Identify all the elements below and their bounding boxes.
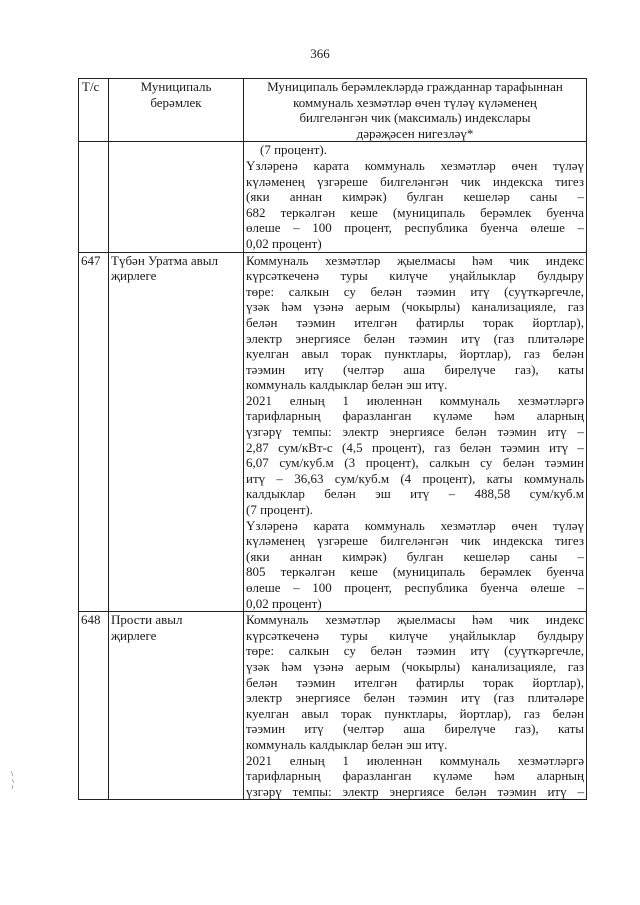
text-line: (7 процент). xyxy=(260,142,327,158)
row-justification-cell xyxy=(244,142,587,252)
row-number-cell xyxy=(79,142,109,252)
text-line: үзәк һәм үзәнә аерым (чокырлы) канализацияле, газ xyxy=(246,658,584,674)
text-line: куелган авыл торак пунктлары, йортлар), газ белән xyxy=(246,705,584,721)
text-line: тәэмин итү (челтәр аша бирелүче газ), каты xyxy=(246,721,584,737)
header-municipality-line: Муниципаль xyxy=(140,79,212,94)
tariff-index-table xyxy=(78,78,587,800)
row-municipality-cell xyxy=(109,612,244,800)
text-line: үзәк һәм үзәнә аерым (чокырлы) канализацияле, газ xyxy=(246,299,584,315)
row-number-cell: 648 xyxy=(79,612,109,800)
municipality-name-line: Түбән Уратма авыл xyxy=(111,252,218,268)
text-line: күрсәткеченә туры килүче уңайлыклар булдыру xyxy=(246,268,584,284)
text-line: 2021 елның 1 июленнән коммуналь хезмәтләргә xyxy=(246,752,584,768)
header-justification-line: коммуналь хезмәтләр өчен түләү күләменең xyxy=(293,94,537,110)
text-line: төре: салкын су белән тәэмин итү (суүткәргечле, xyxy=(246,643,584,659)
text-line: 0,02 процент) xyxy=(246,595,322,611)
text-line: үзгәрү темпы: электр энергиясе белән тәэмин итү – xyxy=(246,424,584,440)
municipality-name-line: җирлеге xyxy=(111,627,157,643)
text-line: электр энергиясе белән тәэмин итү (газ плитәләре xyxy=(246,690,584,706)
text-line: коммуналь калдыклар белән эш итү. xyxy=(246,377,448,393)
text-line: 2,87 сум/кВт-с (4,5 процент), газ белән тәэмин итү – xyxy=(246,439,584,455)
text-line: төре: салкын су белән тәэмин итү (суүткәргечле, xyxy=(246,283,584,299)
margin-mark-icon xyxy=(8,770,18,790)
text-line: 805 теркәлгән кеше (муниципаль берәмлек буенча xyxy=(246,564,584,580)
table-header-row xyxy=(79,79,587,142)
text-line: 6,07 сум/куб.м (3 процент), салкын су белән тәэмин xyxy=(246,455,584,471)
text-line: 682 теркәлгән кеше (муниципаль берәмлек буенча xyxy=(246,204,584,220)
text-line: 2021 елның 1 июленнән коммуналь хезмәтләргә xyxy=(246,392,584,408)
municipality-name-line: Прости авыл xyxy=(111,612,183,628)
text-line: (яки аннан кимрәк) булган кешеләр саны – xyxy=(246,548,584,564)
text-line: үзгәрү темпы: электр энергиясе белән тәэмин итү – xyxy=(246,783,584,799)
row-justification-cell xyxy=(244,252,587,612)
text-line: (7 процент). xyxy=(246,502,313,518)
text-line: 0,02 процент) xyxy=(246,235,322,251)
header-justification-line: билгеләнгән чик (максималь) индекслары xyxy=(299,110,531,126)
page-number: 366 xyxy=(310,46,330,61)
text-line: электр энергиясе белән тәэмин итү (газ плитәләре xyxy=(246,330,584,346)
table-row xyxy=(79,612,587,800)
text-line: калдыклар белән эш итү – 488,58 сум/куб.м xyxy=(246,486,584,502)
text-line: куелган авыл торак пунктлары, йортлар), газ белән xyxy=(246,346,584,362)
text-line: итү – 36,63 сум/куб.м (4 процент), каты коммуналь xyxy=(246,470,584,486)
text-line: күләменең үзгәреше билгеләнгән чик индекска тигез xyxy=(246,173,584,189)
text-line: тарифларның фаразланган күләме һәм аларның xyxy=(246,768,584,784)
text-line: Коммуналь хезмәтләр җыелмасы һәм чик индекс xyxy=(246,252,584,268)
text-line: Коммуналь хезмәтләр җыелмасы һәм чик индекс xyxy=(246,612,584,628)
text-line: тәэмин итү (челтәр аша бирелүче газ), каты xyxy=(246,361,584,377)
row-justification-cell xyxy=(244,612,587,800)
text-line: (яки аннан кимрәк) булган кешеләр саны – xyxy=(246,189,584,205)
header-municipality-line: берәмлек xyxy=(150,94,202,110)
header-justification xyxy=(244,79,587,142)
row-number-cell: 647 xyxy=(79,252,109,612)
table-row xyxy=(79,252,587,612)
header-municipality xyxy=(109,79,244,142)
header-justification-line: дәрәҗәсен нигезләү* xyxy=(356,125,474,141)
text-line: Үзләренә карата коммуналь хезмәтләр өчен түләү xyxy=(246,517,584,533)
text-line: коммуналь калдыклар белән эш итү. xyxy=(246,736,448,752)
text-line: күләменең үзгәреше билгеләнгән чик индекска тигез xyxy=(246,533,584,549)
header-number: Т/с xyxy=(79,79,109,142)
text-line: Үзләренә карата коммуналь хезмәтләр өчен түләү xyxy=(246,157,584,173)
text-line: белән тәэмин ителгән фатирлы торак йортлар), xyxy=(246,314,584,330)
row-municipality-cell xyxy=(109,252,244,612)
text-line: белән тәэмин ителгән фатирлы торак йортлар), xyxy=(246,674,584,690)
municipality-name-line: җирлеге xyxy=(111,268,157,284)
table-row-continuation xyxy=(79,142,587,252)
text-line: тарифларның фаразланган күләме һәм аларның xyxy=(246,408,584,424)
text-line: өлеше – 100 процент, республика буенча өлеше – xyxy=(246,220,584,236)
row-municipality-cell xyxy=(109,142,244,252)
text-line: өлеше – 100 процент, республика буенча өлеше – xyxy=(246,580,584,595)
header-justification-line: Муниципаль берәмлекләрдә гражданнар тарафыннан xyxy=(267,79,563,94)
text-line: күрсәткеченә туры килүче уңайлыклар булдыру xyxy=(246,627,584,643)
